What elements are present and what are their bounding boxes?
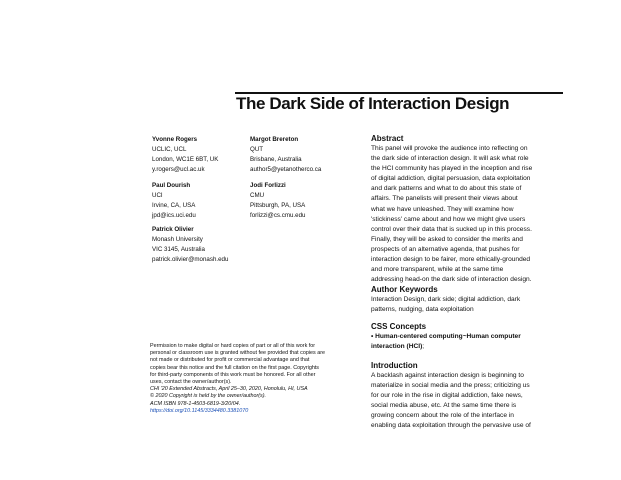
introduction-line: A backlash against interaction design is beginning to bbox=[371, 372, 524, 379]
keywords-line: patterns, nudging, data exploitation bbox=[371, 306, 474, 314]
introduction-section bbox=[371, 361, 571, 432]
introduction-line: enabling data exploitation through the pervasive use of bbox=[371, 422, 531, 430]
keywords-line: Interaction Design, dark side; digital addiction, dark bbox=[371, 296, 521, 303]
author-affiliation: QUT bbox=[250, 146, 264, 153]
author-block bbox=[152, 181, 196, 221]
author-location: VIC 3145, Australia bbox=[152, 246, 205, 253]
introduction-body bbox=[371, 371, 571, 432]
abstract-line: and dark patterns and what to do about this state of bbox=[371, 185, 522, 193]
copyright-notice: © 2020 Copyright is held by the owner/author(s). bbox=[150, 393, 267, 400]
abstract-line: 'stickiness' came about and how we might give users bbox=[371, 215, 526, 223]
permission-line: personal or classroom use is granted without fee provided that copies are bbox=[150, 350, 325, 357]
author-affiliation: UCI bbox=[152, 192, 163, 199]
author-location: Pittsburgh, PA, USA bbox=[250, 202, 306, 209]
author-name: Patrick Olivier bbox=[152, 226, 194, 233]
author-email: jpd@ics.uci.edu bbox=[152, 212, 196, 219]
author-name: Margot Brereton bbox=[250, 136, 299, 143]
introduction-heading: Introduction bbox=[371, 361, 418, 370]
introduction-line: materialize in social media and the press; criticizing us bbox=[371, 382, 530, 390]
ccs-body bbox=[371, 332, 571, 352]
ccs-section bbox=[371, 322, 571, 352]
introduction-line: for our role in the rise in digital addiction, fake news, bbox=[371, 392, 523, 400]
keywords-heading: Author Keywords bbox=[371, 285, 438, 294]
author-email: patrick.olivier@monash.edu bbox=[152, 256, 229, 263]
conference-info: CHI '20 Extended Abstracts, April 25–30, 2020, Honolulu, HI, USA bbox=[150, 386, 308, 393]
isbn: ACM ISBN 978-1-4503-6819-3/20/04. bbox=[150, 400, 241, 407]
author-email: forlizzi@cs.cmu.edu bbox=[250, 212, 306, 219]
introduction-line: social media abuse, etc. At the same time there is bbox=[371, 402, 517, 410]
author-location: Irvine, CA, USA bbox=[152, 202, 196, 209]
keywords-body bbox=[371, 295, 571, 315]
author-affiliation: UCLIC, UCL bbox=[152, 146, 187, 153]
abstract-line: prospects of an alternative agenda, that pushes for bbox=[371, 245, 520, 253]
ccs-heading: CSS Concepts bbox=[371, 322, 427, 331]
author-email: y.rogers@ucl.ac.uk bbox=[152, 166, 205, 173]
abstract-section bbox=[371, 134, 571, 285]
abstract-line: addressing head-on the dark side of interaction design. bbox=[371, 276, 532, 284]
abstract-line: interaction design to be fairer, more ethically-grounded bbox=[371, 256, 531, 264]
abstract-line: the dark side of interaction design. It will ask what role bbox=[371, 155, 529, 163]
ccs-concept-punct: ; bbox=[422, 343, 425, 351]
author-name: Paul Dourish bbox=[152, 182, 191, 189]
introduction-line: growing concern about the role of the interface in bbox=[371, 412, 514, 420]
author-location: London, WC1E 6BT, UK bbox=[152, 156, 219, 163]
abstract-line: what we have unleashed. They will examine how bbox=[371, 205, 514, 213]
abstract-line: of digital addiction, digital persuasion, data exploitation bbox=[371, 175, 531, 183]
author-email: author5@yetanotherco.ca bbox=[250, 166, 322, 173]
author-affiliation: Monash University bbox=[152, 236, 203, 243]
author-name: Yvonne Rogers bbox=[152, 136, 198, 143]
abstract-body bbox=[371, 144, 571, 285]
keywords-section bbox=[371, 285, 571, 315]
abstract-line: and more transparent, while at the same time bbox=[371, 266, 504, 274]
permission-notice bbox=[150, 343, 360, 415]
abstract-line: affairs. The panelists will present their views about bbox=[371, 195, 518, 203]
author-block bbox=[250, 135, 321, 175]
permission-line: not made or distributed for profit or commercial advantage and that bbox=[150, 357, 310, 364]
permission-line: Permission to make digital or hard copies of part or all of this work for bbox=[150, 343, 316, 349]
author-block bbox=[250, 181, 305, 221]
author-block bbox=[152, 225, 228, 265]
author-location: Brisbane, Australia bbox=[250, 156, 302, 163]
abstract-heading: Abstract bbox=[371, 134, 404, 143]
permission-line: uses, contact the owner/author(s). bbox=[150, 379, 232, 386]
abstract-line: the HCI community has played in the inception and rise bbox=[371, 165, 533, 173]
author-name: Jodi Forlizzi bbox=[250, 182, 286, 189]
permission-line: for third-party components of this work must be honored. For all other bbox=[150, 371, 316, 378]
ccs-concept-line: • Human-centered computing~Human computer bbox=[371, 333, 521, 340]
doi-link[interactable]: https://doi.org/10.1145/3334480.3381070 bbox=[150, 407, 249, 414]
permission-line: copies bear this notice and the full citation on the first page. Copyrights bbox=[150, 364, 320, 371]
ccs-concept-term: interaction (HCI) bbox=[371, 343, 423, 351]
author-block bbox=[152, 135, 218, 175]
author-affiliation: CMU bbox=[250, 192, 265, 199]
paper-title: The Dark Side of Interaction Design bbox=[236, 94, 510, 113]
abstract-line: Finally, they will be asked to consider the merits and bbox=[371, 235, 523, 243]
abstract-line: control over their data that is sucked up in this process. bbox=[371, 225, 532, 233]
abstract-line: This panel will provoke the audience into reflecting on bbox=[371, 145, 528, 152]
